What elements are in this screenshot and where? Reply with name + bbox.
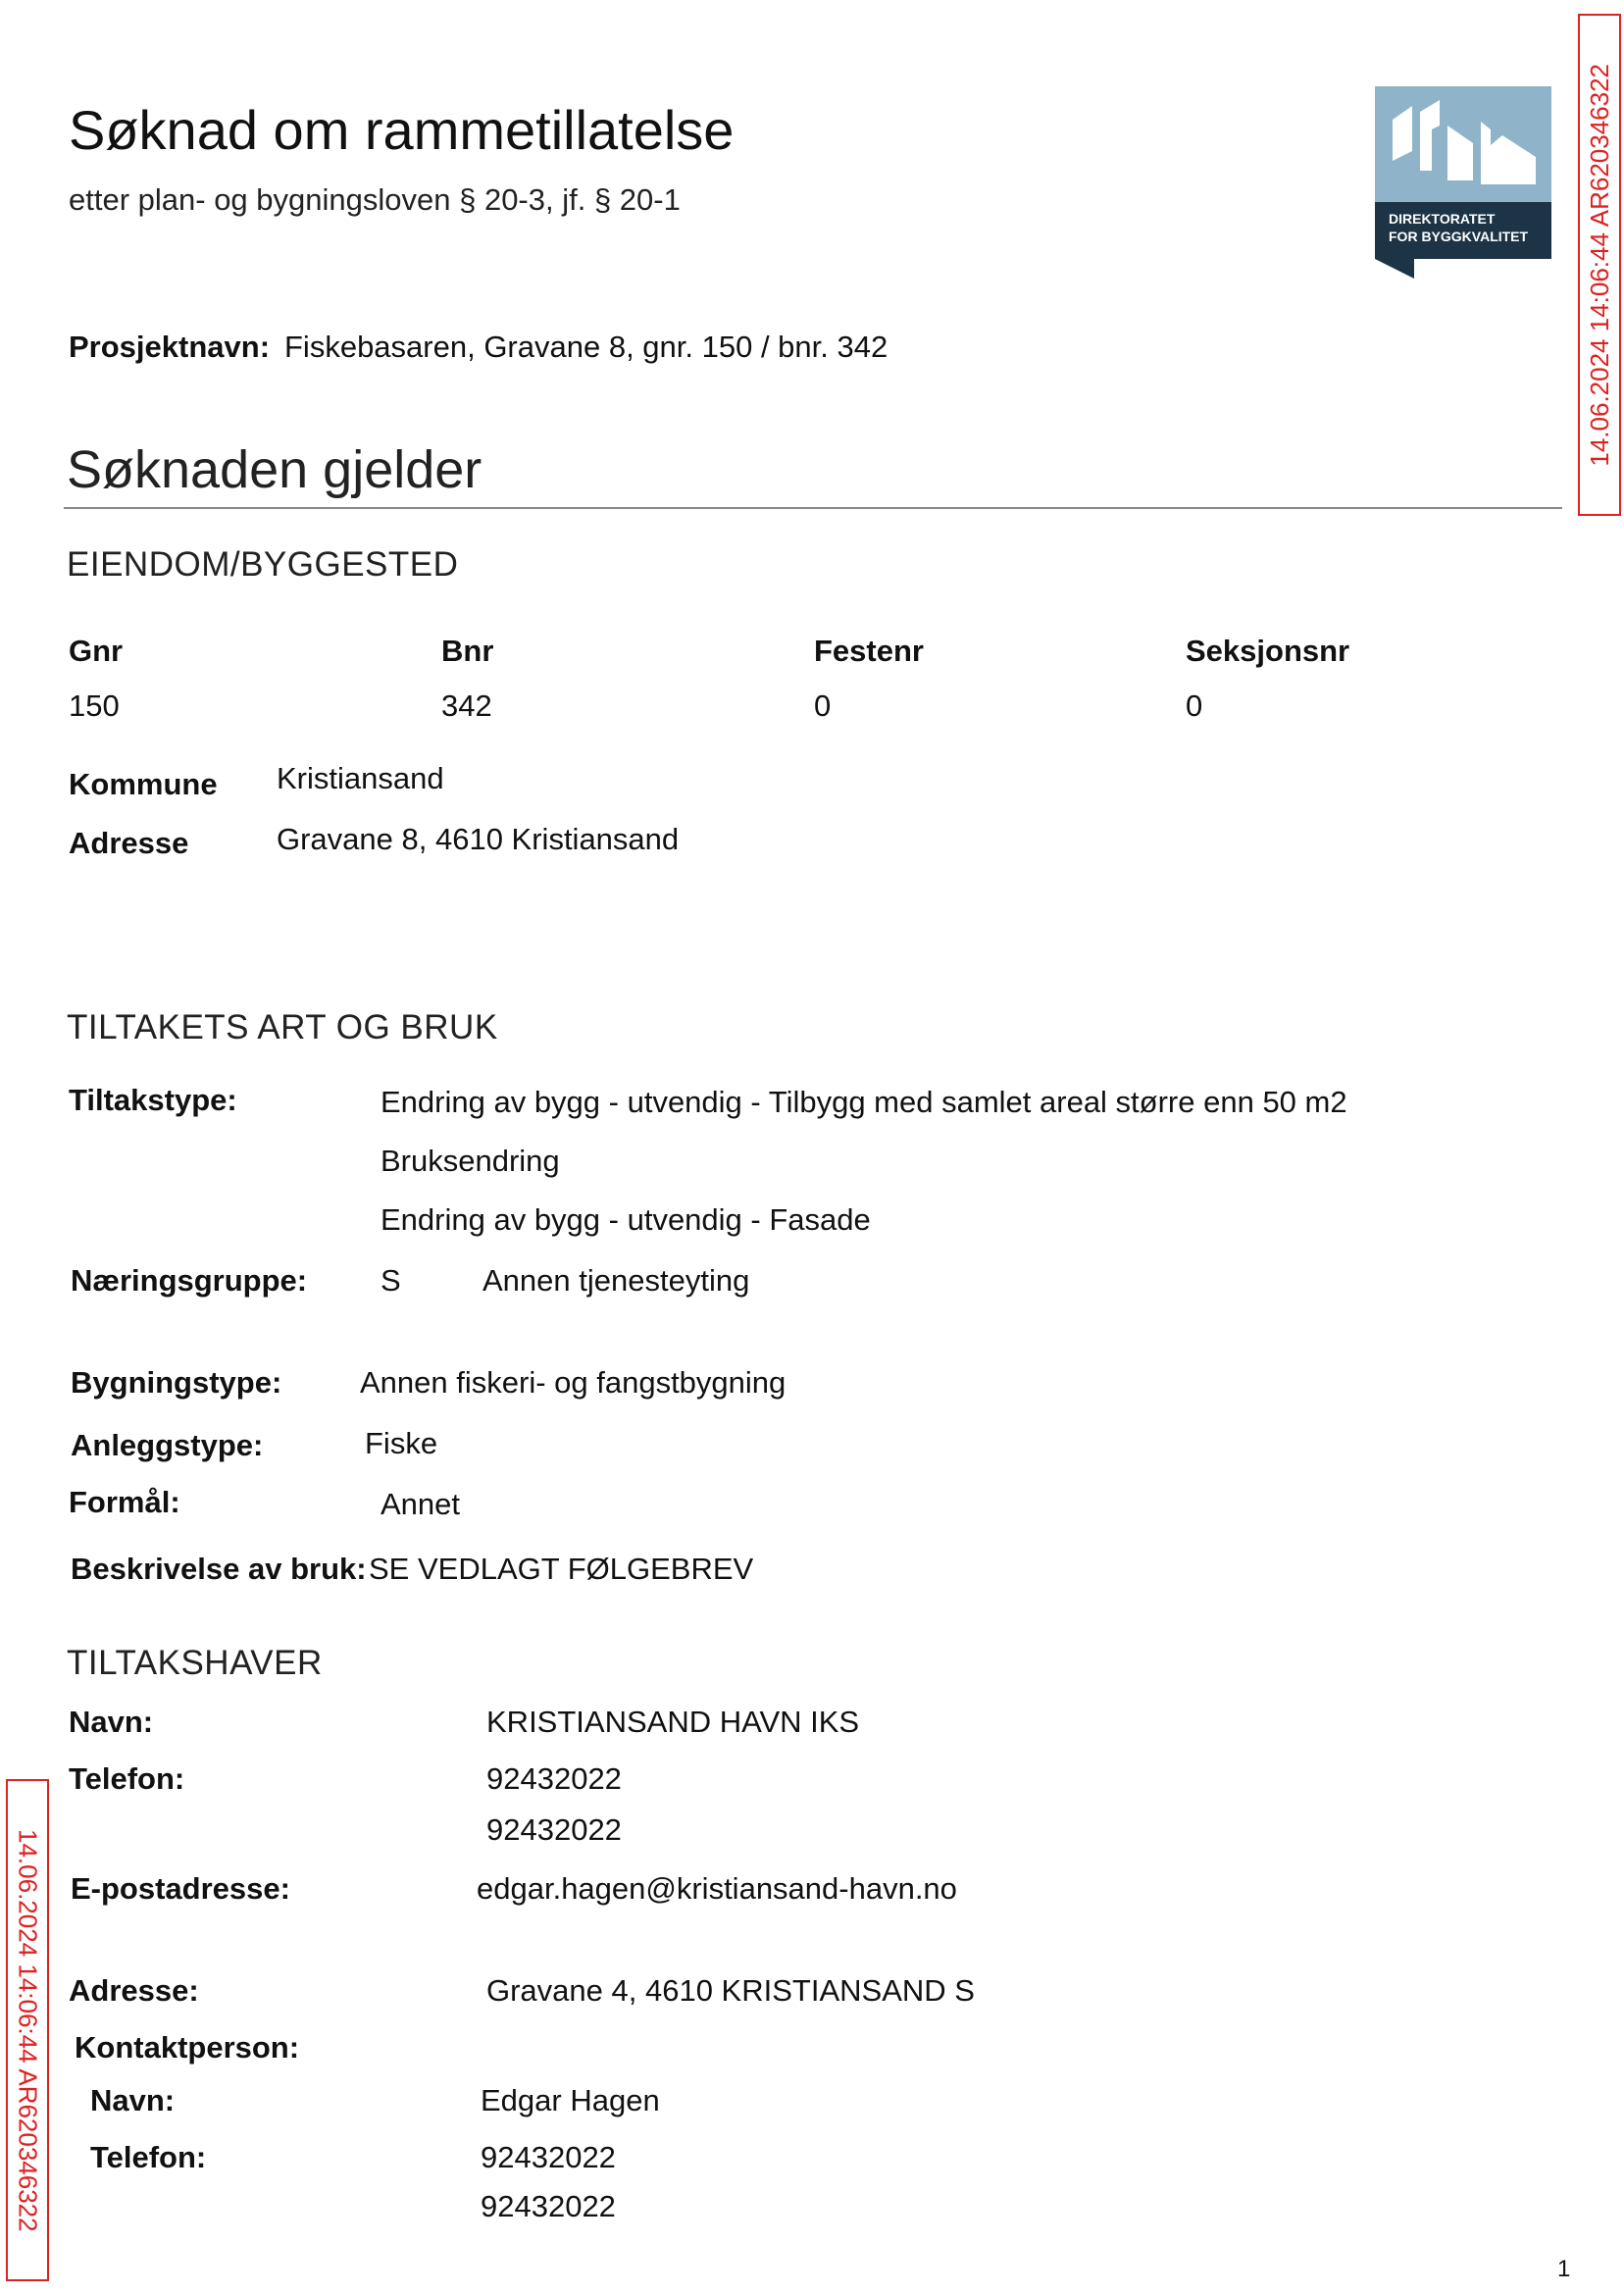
bygningstype-label: Bygningstype: [71, 1365, 282, 1400]
kontakt-navn-label: Navn: [90, 2083, 176, 2117]
page-subtitle: etter plan- og bygningsloven § 20-3, jf. § 20-1 [69, 182, 681, 217]
date-stamp-top [1578, 14, 1621, 516]
kommune-label: Kommune [69, 767, 218, 801]
adresse-label: Adresse [69, 826, 189, 860]
logo-text-line2: FOR BYGGKVALITET [1389, 229, 1529, 244]
value-gnr: 150 [69, 688, 120, 723]
kontakt-telefon-value-2: 92432022 [481, 2189, 616, 2223]
applicant-telefon-value-2: 92432022 [486, 1812, 622, 1847]
bygningstype-value: Annen fiskeri- og fangstbygning [360, 1365, 787, 1400]
date-stamp-bottom [6, 1779, 49, 2281]
naeringsgruppe-label: Næringsgruppe: [71, 1263, 308, 1298]
applicant-navn-label: Navn: [69, 1705, 154, 1739]
dibk-logo [1375, 86, 1551, 279]
page-number: 1 [1557, 2256, 1571, 2282]
kontakt-telefon-value-1: 92432022 [481, 2140, 616, 2174]
kontakt-navn-value: Edgar Hagen [481, 2083, 660, 2117]
tiltakstype-label: Tiltakstype: [69, 1083, 237, 1117]
section-title: Søknaden gjelder [67, 440, 482, 499]
formal-value: Annet [381, 1487, 461, 1521]
project-name-label: Prosjektnavn: [69, 330, 271, 364]
applicant-adresse-value: Gravane 4, 4610 KRISTIANSAND S [486, 1973, 975, 2008]
naeringsgruppe-code: S [381, 1263, 401, 1298]
applicant-epost-label: E-postadresse: [71, 1871, 290, 1906]
property-heading: EIENDOM/BYGGESTED [67, 545, 459, 584]
logo-text-line1: DIREKTORATET [1389, 211, 1496, 227]
page-title: Søknad om rammetillatelse [69, 99, 735, 161]
project-name-value: Fiskebasaren, Gravane 8, gnr. 150 / bnr. 342 [284, 330, 888, 364]
anleggstype-value: Fiske [365, 1426, 438, 1460]
adresse-value: Gravane 8, 4610 Kristiansand [277, 822, 680, 856]
value-festenr: 0 [814, 688, 832, 723]
applicant-epost-value: edgar.hagen@kristiansand-havn.no [477, 1871, 957, 1906]
col-header-festenr: Festenr [814, 634, 924, 668]
beskrivelse-label: Beskrivelse av bruk: [71, 1552, 367, 1586]
applicant-adresse-label: Adresse: [69, 1973, 199, 2008]
value-seksjonsnr: 0 [1186, 688, 1203, 723]
tiltakstype-value-2: Bruksendring [381, 1144, 560, 1178]
applicant-telefon-label: Telefon: [69, 1761, 185, 1796]
beskrivelse-value: SE VEDLAGT FØLGEBREV [369, 1552, 754, 1586]
anleggstype-label: Anleggstype: [71, 1428, 264, 1462]
col-header-bnr: Bnr [441, 634, 494, 668]
naeringsgruppe-value: Annen tjenesteyting [482, 1263, 750, 1298]
kommune-value: Kristiansand [277, 761, 444, 795]
measure-heading: TILTAKETS ART OG BRUK [67, 1008, 498, 1046]
kontaktperson-label: Kontaktperson: [75, 2030, 300, 2065]
tiltakstype-value-1: Endring av bygg - utvendig - Tilbygg med samlet areal større enn 50 m2 [381, 1085, 1347, 1119]
section-divider [64, 507, 1562, 509]
col-header-gnr: Gnr [69, 634, 124, 668]
value-bnr: 342 [441, 688, 492, 723]
col-header-seksjonsnr: Seksjonsnr [1186, 634, 1350, 668]
date-stamp-top-text: 14.06.2024 14:06:44 AR620346322 [1584, 63, 1614, 467]
applicant-telefon-value-1: 92432022 [486, 1761, 622, 1796]
formal-label: Formål: [69, 1485, 180, 1519]
applicant-heading: TILTAKSHAVER [67, 1644, 323, 1682]
kontakt-telefon-label: Telefon: [90, 2140, 207, 2174]
tiltakstype-value-3: Endring av bygg - utvendig - Fasade [381, 1202, 871, 1237]
date-stamp-bottom-text: 14.06.2024 14:06:44 AR620346322 [13, 1828, 43, 2232]
applicant-navn-value: KRISTIANSAND HAVN IKS [486, 1705, 860, 1739]
